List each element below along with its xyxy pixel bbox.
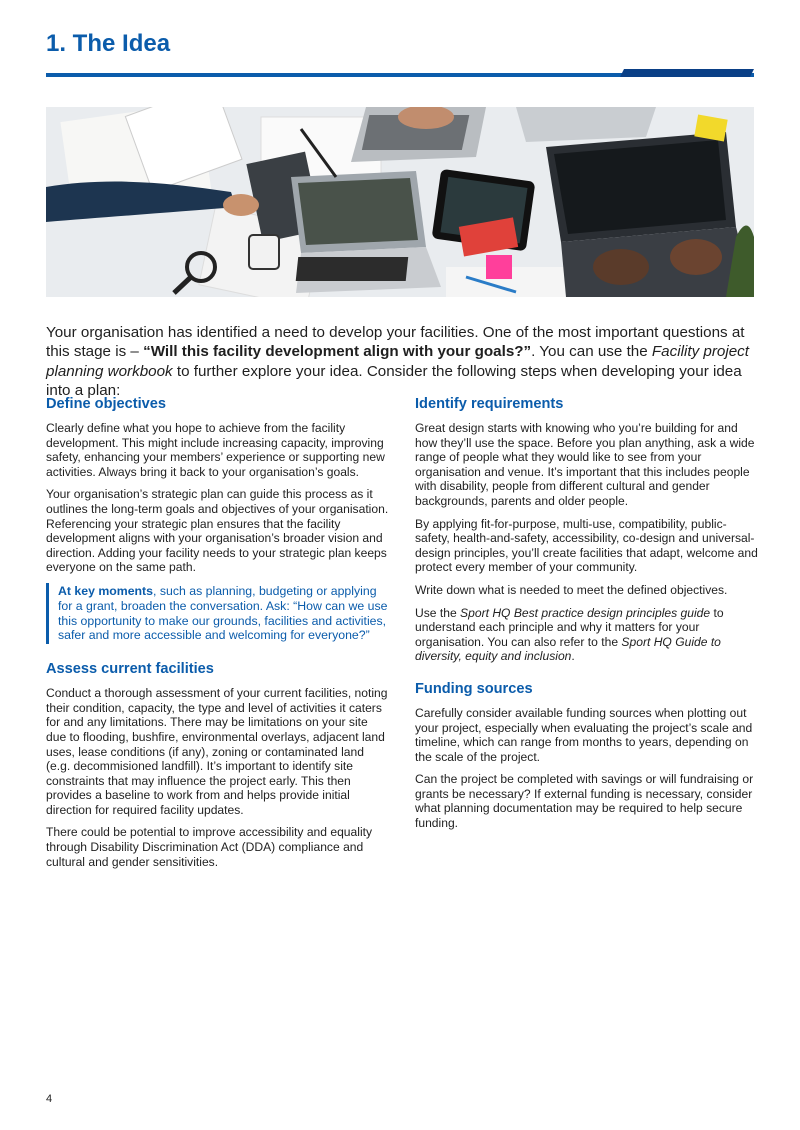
body-text: . bbox=[571, 649, 575, 664]
body-paragraph: Write down what is needed to meet the defined objectives. bbox=[415, 582, 728, 597]
title-divider bbox=[46, 69, 754, 77]
body-text: to understand each principle and why it matters for your organisation. You can also refer to the bbox=[415, 605, 724, 649]
workbook-reference: Facility project planning workbook bbox=[46, 343, 749, 380]
intro-key-question: “Will this facility development align with your goals?” bbox=[143, 343, 532, 361]
page-title: 1. The Idea bbox=[46, 30, 171, 57]
section-heading: Assess current facilities bbox=[46, 661, 214, 678]
photo-collaboration-laptops-icon bbox=[46, 107, 754, 297]
callout-text bbox=[58, 584, 391, 643]
body-paragraph: Carefully consider available funding sources when plotting out your project, especially when evaluating the project’s scale and timeline, which can range from months to years, depending on the scale of the project. bbox=[415, 705, 753, 764]
design-guide-reference: Sport HQ Best practice design principles guide bbox=[460, 605, 711, 620]
section-heading: Funding sources bbox=[415, 680, 533, 697]
body-paragraph: Can the project be completed with savings or will fundraising or grants be necessary? If external funding is necessary, consider what planning documentation may be required to help secure funding. bbox=[415, 772, 754, 831]
dei-guide-reference: Sport HQ Guide to diversity, equity and inclusion bbox=[415, 634, 721, 664]
intro-paragraph bbox=[46, 323, 758, 401]
body-paragraph: There could be potential to improve accessibility and equality through Disability Discrimination Act (DDA) compliance and cultural and gender sensitivities. bbox=[46, 825, 373, 869]
callout-body: , such as planning, budgeting or applying for a grant, broaden the conversation. Ask: “How can we use this opportunity to make our grounds, facilities and activities, safer and more accessible and welcoming for everyone?” bbox=[58, 583, 388, 643]
section-assess-facilities bbox=[46, 661, 391, 869]
body-paragraph: Your organisation’s strategic plan can guide this process as it outlines the long-term goals and objectives of your organisation. Referencing your strategic plan ensures that the facility development aligns with your organisation’s broader vision and direction. Adding your facility needs to your strategic plan keeps everyone on the same path. bbox=[46, 487, 389, 575]
intro-text: . You can use the bbox=[531, 343, 652, 361]
body-paragraph: Conduct a thorough assessment of your current facilities, noting their condition, capacity, the type and level of activities it caters for and any limitations. There may be limitations on your site due to flooding, bushfire, environmental overlays, adjacent land uses, lease conditions (if any), zoning or contaminated land (e.g. decommisioned landfill). It’s important to identify site constraints that may influence the project early. This then provides a baseline to work from and helps provide initial direction for required facility updates. bbox=[46, 686, 388, 817]
section-define-objectives bbox=[46, 396, 391, 644]
body-paragraph: Clearly define what you hope to achieve from the facility development. This might include increasing capacity, improving safety, enhancing your members’ experience or supporting new activities. Always bring it back to your organisation’s goals. bbox=[46, 421, 385, 479]
page-number: 4 bbox=[46, 1093, 53, 1105]
section-identify-requirements bbox=[415, 396, 760, 664]
intro-text: to further explore your idea. Consider the following steps when developing your idea into a plan: bbox=[46, 362, 742, 400]
hero-photo bbox=[46, 107, 754, 297]
callout-box bbox=[46, 583, 391, 644]
section-funding-sources bbox=[415, 681, 760, 831]
section-heading: Identify requirements bbox=[415, 396, 564, 412]
left-column bbox=[46, 396, 391, 877]
body-paragraph: By applying fit-for-purpose, multi-use, compatibility, public-safety, health-and-safety, accessibility, co-design and universal-design principles, you’ll create facilities that adapt, welcome and protect every member of your community. bbox=[415, 516, 758, 575]
callout-lead: At key moments bbox=[58, 583, 153, 598]
body-paragraph: Great design starts with knowing who you’re building for and how they’ll use the space. Before you plan anything, ask a wide range of people what they would like to see from your organisation and venue. It’s important that this includes people with disability, people from different cultural and gender backgrounds, parents and older people. bbox=[415, 421, 755, 508]
body-text: Use the bbox=[415, 605, 461, 620]
section-heading: Define objectives bbox=[46, 396, 167, 412]
body-paragraph bbox=[415, 606, 760, 664]
intro-text: Your organisation has identified a need to develop your facilities. One of the most important questions at this stage is – bbox=[46, 324, 745, 361]
right-column bbox=[415, 396, 760, 839]
